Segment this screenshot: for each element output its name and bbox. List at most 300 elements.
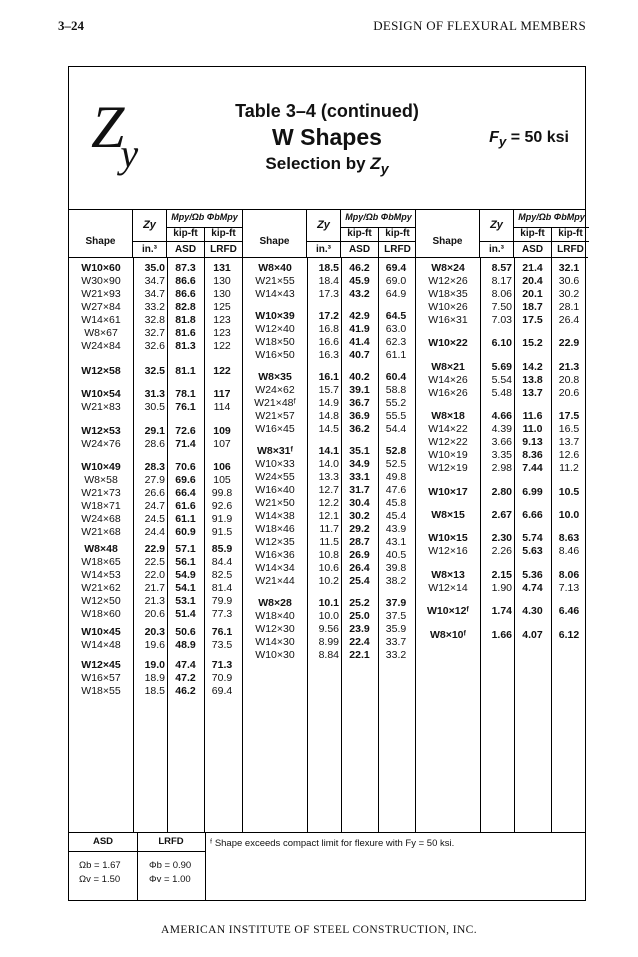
cell-zy: 14.5 <box>318 423 339 436</box>
cell-shape: W8×10ᶠ <box>429 628 467 641</box>
cell-zy: 31.3 <box>144 388 165 401</box>
cell-shape: W24×84 <box>81 340 121 352</box>
table-column-2 <box>242 209 416 832</box>
cell-lrfd: 33.2 <box>385 649 407 662</box>
table-title: W Shapes <box>272 124 382 150</box>
cell-asd: 20.1 <box>522 288 543 300</box>
cell-shape: W18×40 <box>255 610 295 623</box>
subtitle-sub: y <box>380 161 389 178</box>
header-moment-label: Mpy/Ωb ΦbMpy <box>345 212 412 222</box>
cell-lrfd: 122 <box>213 364 231 377</box>
table-row <box>416 545 588 558</box>
header-zy-label: Zy <box>317 219 330 231</box>
cell-lrfd: 6.46 <box>558 605 580 618</box>
cell-asd: 25.2 <box>349 597 370 610</box>
table-row <box>416 374 588 387</box>
cell-shape: W14×53 <box>81 568 121 581</box>
table-row <box>243 349 416 362</box>
cell-shape: W8×21 <box>431 360 465 373</box>
table-row <box>416 301 588 314</box>
cell-shape: W18×35 <box>428 288 468 300</box>
header-zy-unit: in.³ <box>133 241 166 257</box>
cell-asd: 25.4 <box>349 575 370 588</box>
table-row <box>243 384 416 397</box>
cell-asd: 34.9 <box>349 458 370 471</box>
cell-shape: W8×24 <box>431 262 465 274</box>
table-row <box>69 288 242 301</box>
table-row <box>243 497 416 510</box>
cell-asd: 11.0 <box>522 423 543 436</box>
table-row <box>69 595 242 608</box>
cell-asd: 40.7 <box>349 349 370 362</box>
cell-lrfd: 37.9 <box>385 597 407 610</box>
cell-zy: 7.50 <box>491 301 512 313</box>
cell-shape: W10×54 <box>81 388 121 401</box>
cell-zy: 32.5 <box>144 364 165 377</box>
table-row <box>416 337 588 350</box>
cell-asd: 31.7 <box>349 484 370 497</box>
header-zy <box>480 209 514 257</box>
cell-zy: 30.5 <box>144 401 165 414</box>
table-row <box>416 288 588 301</box>
cell-lrfd: 10.5 <box>558 485 580 498</box>
header-moment-label: Mpy/Ωb ΦbMpy <box>171 212 238 222</box>
cell-shape: W21×93 <box>81 288 121 300</box>
cell-lrfd: 131 <box>213 262 231 274</box>
cell-shape: W12×58 <box>81 364 121 377</box>
table-row <box>243 371 416 384</box>
cell-zy: 17.3 <box>318 288 339 300</box>
cell-shape: W18×60 <box>81 607 121 620</box>
column-body <box>69 257 242 832</box>
cell-asd: 54.1 <box>175 581 196 594</box>
cell-lrfd: 109 <box>213 424 231 437</box>
cell-asd: 5.36 <box>522 568 543 581</box>
header-moment <box>514 209 589 257</box>
cell-asd: 72.6 <box>175 424 196 437</box>
cell-lrfd: 47.6 <box>385 484 407 497</box>
cell-lrfd: 20.6 <box>558 386 580 399</box>
chapter-title: DESIGN OF FLEXURAL MEMBERS <box>373 18 586 33</box>
cell-asd: 8.36 <box>522 449 543 462</box>
table-row <box>69 608 242 621</box>
cell-zy: 3.66 <box>491 436 512 449</box>
cell-lrfd: 8.46 <box>558 545 580 558</box>
cell-lrfd: 73.5 <box>211 639 233 651</box>
cell-asd: 30.2 <box>349 510 370 523</box>
cell-shape: W12×45 <box>81 658 121 671</box>
cell-zy: 2.80 <box>491 485 512 498</box>
cell-asd: 20.4 <box>522 275 543 287</box>
cell-zy: 29.1 <box>144 424 165 437</box>
header-zy-unit: in.³ <box>307 241 340 257</box>
cell-shape: W21×62 <box>81 581 121 594</box>
cell-lrfd: 60.4 <box>385 371 407 384</box>
cell-shape: W30×90 <box>81 275 121 287</box>
table-row <box>69 500 242 513</box>
cell-shape: W12×35 <box>255 536 295 549</box>
cell-lrfd: 38.2 <box>385 575 407 588</box>
phi-v: Φv = 1.00 <box>149 874 191 885</box>
cell-asd: 33.1 <box>349 471 370 484</box>
table-column-1 <box>69 209 242 832</box>
cell-zy: 13.3 <box>318 471 339 484</box>
table-row <box>69 474 242 487</box>
fy-sub: y <box>498 134 507 150</box>
cell-asd: 4.74 <box>522 581 543 594</box>
cell-shape: W12×50 <box>81 594 121 607</box>
cell-shape: W21×50 <box>255 497 295 510</box>
cell-asd: 51.4 <box>175 607 196 620</box>
fy-label: F <box>489 129 499 146</box>
cell-shape: W16×57 <box>81 671 121 684</box>
table-row <box>243 610 416 623</box>
cell-lrfd: 91.5 <box>211 525 233 538</box>
cell-shape: W21×48ᶠ <box>254 397 296 410</box>
cell-zy: 11.7 <box>319 523 339 536</box>
table-row <box>416 532 588 545</box>
cell-zy: 16.1 <box>318 371 339 384</box>
cell-shape: W12×19 <box>428 462 468 475</box>
cell-zy: 16.8 <box>318 323 339 336</box>
table-row <box>69 556 242 569</box>
cell-asd: 4.07 <box>522 628 543 641</box>
cell-asd: 47.4 <box>175 658 196 671</box>
table-row <box>243 288 416 301</box>
cell-lrfd: 122 <box>213 340 231 352</box>
table-row <box>243 549 416 562</box>
cell-shape: W10×17 <box>428 485 468 498</box>
cell-zy: 14.0 <box>318 458 339 471</box>
header-lrfd: LRFD <box>551 242 589 258</box>
table-row <box>416 275 588 288</box>
cell-lrfd: 11.2 <box>559 462 579 475</box>
cell-asd: 86.6 <box>175 275 196 287</box>
header-unit-lrfd: kip-ft <box>204 227 242 241</box>
cell-asd: 5.74 <box>522 532 543 545</box>
cell-asd: 6.66 <box>522 509 543 521</box>
cell-asd: 82.8 <box>175 301 196 313</box>
cell-asd: 29.2 <box>349 523 370 536</box>
cell-zy: 16.3 <box>318 349 339 362</box>
cell-lrfd: 45.8 <box>385 497 407 510</box>
table-row <box>69 639 242 652</box>
cell-lrfd: 125 <box>213 301 231 313</box>
cell-lrfd: 30.6 <box>558 275 580 287</box>
cell-lrfd: 17.5 <box>558 410 580 423</box>
cell-asd: 81.3 <box>175 340 196 352</box>
cell-lrfd: 26.4 <box>558 314 580 326</box>
cell-asd: 46.2 <box>175 684 196 697</box>
table-row <box>243 623 416 636</box>
cell-asd: 81.6 <box>175 327 196 339</box>
table-row <box>416 361 588 374</box>
cell-asd: 28.7 <box>349 536 370 549</box>
cell-shape: W24×76 <box>81 437 121 450</box>
table-row <box>69 388 242 401</box>
cell-shape: W10×26 <box>428 301 468 313</box>
cell-asd: 5.63 <box>522 545 543 558</box>
cell-asd: 40.2 <box>349 371 370 384</box>
table-row <box>416 486 588 499</box>
table-row <box>416 462 588 475</box>
header-lrfd: LRFD <box>204 242 242 258</box>
cell-asd: 56.1 <box>175 555 196 568</box>
cell-lrfd: 123 <box>213 327 231 339</box>
header-moment-label: Mpy/Ωb ΦbMpy <box>518 212 585 222</box>
cell-lrfd: 20.8 <box>558 373 580 386</box>
table-row <box>243 262 416 275</box>
cell-shape: W14×61 <box>81 314 121 326</box>
cell-shape: W10×49 <box>81 460 121 473</box>
cell-asd: 36.7 <box>349 397 370 410</box>
cell-lrfd: 39.8 <box>385 562 407 575</box>
cell-lrfd: 105 <box>213 473 231 486</box>
cell-lrfd: 61.1 <box>385 349 407 362</box>
cell-asd: 14.2 <box>522 360 543 373</box>
fy-number: = 50 ksi <box>506 129 569 146</box>
cell-shape: W10×19 <box>428 449 468 462</box>
cell-zy: 4.66 <box>491 410 512 423</box>
table-row <box>243 562 416 575</box>
cell-asd: 43.2 <box>349 288 370 300</box>
cell-asd: 13.7 <box>522 386 543 399</box>
table-row <box>69 543 242 556</box>
table-label: Table 3–4 (continued) <box>235 101 419 121</box>
cell-shape: W18×55 <box>81 684 121 697</box>
cell-lrfd: 43.9 <box>385 523 407 536</box>
cell-zy: 32.6 <box>144 340 165 352</box>
table-row <box>69 659 242 672</box>
cell-zy: 22.0 <box>144 568 165 581</box>
cell-shape: W12×22 <box>428 436 468 449</box>
cell-zy: 22.9 <box>144 542 165 555</box>
cell-shape: W12×26 <box>428 275 468 287</box>
cell-shape: W10×12ᶠ <box>427 605 469 618</box>
cell-shape: W10×39 <box>255 310 295 323</box>
cell-zy: 24.7 <box>144 499 165 512</box>
cell-shape: W12×53 <box>81 424 121 437</box>
cell-asd: 48.9 <box>175 639 196 651</box>
cell-lrfd: 82.5 <box>211 568 233 581</box>
cell-zy: 18.5 <box>318 262 339 274</box>
cell-lrfd: 49.8 <box>385 471 407 484</box>
cell-shape: W24×68 <box>81 512 121 525</box>
cell-lrfd: 92.6 <box>211 499 233 512</box>
cell-lrfd: 107 <box>213 437 231 450</box>
cell-shape: W8×15 <box>431 509 465 521</box>
header-asd: ASD <box>521 244 544 255</box>
table-row <box>69 301 242 314</box>
cell-shape: W14×38 <box>255 510 295 523</box>
cell-lrfd: 55.5 <box>385 410 407 423</box>
cell-shape: W21×83 <box>81 401 121 414</box>
cell-zy: 19.0 <box>144 658 165 671</box>
footnote-divider <box>205 851 206 901</box>
cell-shape: W12×14 <box>428 581 468 594</box>
cell-zy: 2.26 <box>491 545 512 558</box>
cell-shape: W8×35 <box>258 371 292 384</box>
cell-shape: W21×73 <box>81 486 121 499</box>
cell-lrfd: 106 <box>213 460 231 473</box>
cell-lrfd: 22.9 <box>558 337 580 350</box>
cell-zy: 28.3 <box>144 460 165 473</box>
cell-zy: 26.6 <box>144 486 165 499</box>
cell-lrfd: 117 <box>213 388 231 401</box>
column-body <box>243 257 416 832</box>
cell-shape: W10×15 <box>428 532 468 545</box>
cell-zy: 9.56 <box>318 623 339 636</box>
cell-zy: 8.17 <box>491 275 512 287</box>
cell-lrfd: 62.3 <box>385 336 407 349</box>
cell-zy: 14.1 <box>318 445 339 458</box>
cell-shape: W18×71 <box>81 499 121 512</box>
cell-shape: W16×50 <box>255 349 295 362</box>
fy-value <box>489 129 569 149</box>
table-row <box>243 323 416 336</box>
cell-shape: W27×84 <box>81 301 121 313</box>
cell-zy: 1.74 <box>491 605 512 618</box>
cell-shape: W8×58 <box>84 473 118 486</box>
cell-asd: 26.4 <box>349 562 370 575</box>
cell-zy: 19.6 <box>144 639 165 651</box>
cell-zy: 2.98 <box>491 462 512 475</box>
cell-lrfd: 71.3 <box>211 658 233 671</box>
cell-shape: W10×22 <box>428 337 468 350</box>
table-row <box>416 423 588 436</box>
table-row <box>416 410 588 423</box>
header-lrfd: LRFD <box>378 242 416 258</box>
cell-shape: W18×50 <box>255 336 295 349</box>
cell-zy: 24.4 <box>144 525 165 538</box>
subtitle-var: Z <box>370 154 381 173</box>
table-row <box>243 410 416 423</box>
cell-lrfd: 8.06 <box>558 568 580 581</box>
cell-zy: 18.4 <box>318 275 339 287</box>
cell-shape: W10×60 <box>81 262 121 274</box>
cell-lrfd: 85.9 <box>211 542 233 555</box>
cell-lrfd: 21.3 <box>558 360 580 373</box>
cell-zy: 8.57 <box>491 262 512 274</box>
table-row <box>416 436 588 449</box>
subtitle-prefix: Selection by <box>265 154 371 173</box>
cell-shape: W14×26 <box>428 373 468 386</box>
header-zy <box>307 209 341 257</box>
table-row <box>69 314 242 327</box>
cell-asd: 42.9 <box>349 310 370 323</box>
page-number: 3–24 <box>58 18 84 33</box>
cell-asd: 53.1 <box>175 594 196 607</box>
cell-asd: 9.13 <box>522 436 543 449</box>
table-row <box>416 314 588 327</box>
table-row <box>416 262 588 275</box>
cell-zy: 12.1 <box>318 510 339 523</box>
table-row <box>69 340 242 353</box>
cell-asd: 36.2 <box>349 423 370 436</box>
header-moment <box>341 209 416 257</box>
header-unit-asd: kip-ft <box>514 227 551 241</box>
table-row <box>243 275 416 288</box>
cell-shape: W21×55 <box>255 275 295 287</box>
cell-asd: 86.6 <box>175 288 196 300</box>
cell-lrfd: 123 <box>213 314 231 326</box>
column-header <box>416 209 588 258</box>
cell-shape: W18×46 <box>255 523 295 536</box>
table-row <box>416 582 588 595</box>
cell-asd: 21.4 <box>522 262 543 274</box>
cell-lrfd: 99.8 <box>211 486 233 499</box>
cell-lrfd: 52.5 <box>385 458 407 471</box>
header-unit-asd: kip-ft <box>341 227 378 241</box>
cell-asd: 81.1 <box>175 364 196 377</box>
cell-asd: 35.1 <box>349 445 370 458</box>
cell-asd: 6.99 <box>522 485 543 498</box>
cell-lrfd: 114 <box>213 401 231 414</box>
cell-lrfd: 58.8 <box>385 384 407 397</box>
table-row <box>416 449 588 462</box>
cell-shape: W21×68 <box>81 525 121 538</box>
table-row <box>69 262 242 275</box>
table-row <box>69 626 242 639</box>
cell-lrfd: 35.9 <box>385 623 407 636</box>
cell-shape: W16×31 <box>428 314 468 326</box>
cell-zy: 10.6 <box>318 562 339 575</box>
header-asd: ASD <box>348 244 371 255</box>
cell-asd: 61.6 <box>175 499 196 512</box>
table-row <box>69 425 242 438</box>
cell-lrfd: 52.8 <box>385 445 407 458</box>
cell-asd: 61.1 <box>175 512 196 525</box>
cell-zy: 27.9 <box>144 473 165 486</box>
cell-shape: W24×55 <box>255 471 295 484</box>
cell-asd: 69.6 <box>175 473 196 486</box>
column-header <box>243 209 416 258</box>
cell-shape: W14×34 <box>255 562 295 575</box>
footnote-asd-label: ASD <box>69 833 138 852</box>
cell-lrfd: 63.0 <box>385 323 407 336</box>
cell-zy: 21.7 <box>144 581 165 594</box>
cell-zy: 14.9 <box>318 397 339 410</box>
cell-lrfd: 16.5 <box>558 423 580 436</box>
cell-zy: 10.1 <box>318 597 339 610</box>
cell-asd: 60.9 <box>175 525 196 538</box>
cell-lrfd: 55.2 <box>385 397 407 410</box>
cell-zy: 6.10 <box>491 337 512 350</box>
symbol-sub: y <box>120 131 139 176</box>
cell-lrfd: 76.1 <box>211 626 233 638</box>
symbol-main: Z <box>91 94 125 160</box>
cell-asd: 45.9 <box>349 275 370 287</box>
header-unit-lrfd: kip-ft <box>378 227 416 241</box>
cell-zy: 33.2 <box>144 301 165 313</box>
cell-zy: 8.99 <box>318 636 339 649</box>
cell-zy: 18.5 <box>144 684 165 697</box>
cell-asd: 41.9 <box>349 323 370 336</box>
cell-asd: 47.2 <box>175 671 196 684</box>
cell-asd: 78.1 <box>175 388 196 401</box>
cell-lrfd: 79.9 <box>211 594 233 607</box>
cell-lrfd: 70.9 <box>211 671 233 684</box>
cell-zy: 2.30 <box>491 532 512 545</box>
table-row <box>69 513 242 526</box>
cell-zy: 5.48 <box>491 386 512 399</box>
cell-lrfd: 45.4 <box>385 510 407 523</box>
cell-asd: 54.9 <box>175 568 196 581</box>
footnote-text: ᶠ Shape exceeds compact limit for flexure with Fy = 50 ksi. <box>210 838 455 849</box>
table-column-3 <box>415 209 588 832</box>
header-shape-label: Shape <box>432 236 463 247</box>
cell-asd: 46.2 <box>349 262 370 274</box>
